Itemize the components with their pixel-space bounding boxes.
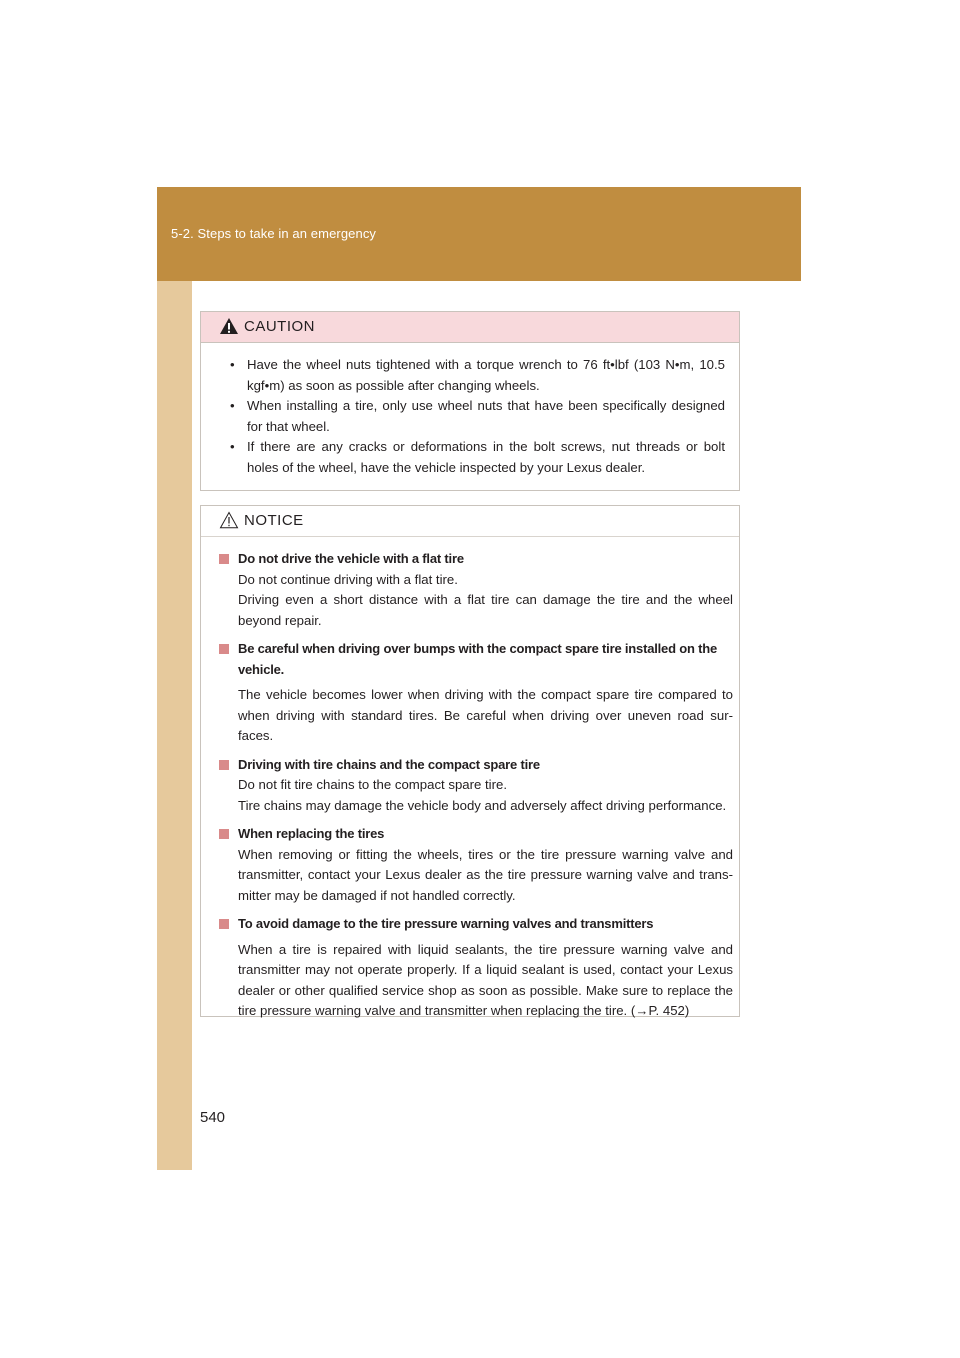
section-heading bbox=[219, 824, 733, 845]
section-heading-text: When replacing the tires bbox=[238, 826, 385, 841]
notice-section bbox=[219, 639, 733, 747]
caution-item-text: When installing a tire, only use wheel nuts that have been specifically designed for that wheel. bbox=[247, 398, 725, 434]
bullet-icon: • bbox=[230, 439, 235, 454]
notice-body bbox=[201, 537, 739, 1022]
notice-header bbox=[201, 506, 739, 537]
notice-section bbox=[219, 824, 733, 906]
section-paragraph: Do not continue driving with a flat tire. bbox=[238, 571, 458, 587]
square-bullet-icon bbox=[219, 644, 229, 654]
page-sidebar-band bbox=[157, 187, 192, 1170]
caution-item bbox=[230, 437, 725, 478]
section-heading-text: Driving with tire chains and the compact spare tire bbox=[238, 756, 540, 772]
warning-triangle-icon bbox=[219, 317, 239, 335]
caution-list bbox=[201, 343, 739, 478]
caution-header bbox=[201, 312, 739, 343]
section-paragraph: Tire chains may damage the vehicle body and adversely affect driving performance. bbox=[238, 797, 727, 813]
section-title: 5-2. Steps to take in an emergency bbox=[171, 226, 377, 241]
section-paragraph: The vehicle becomes lower when driving with the compact spare tire compared to when driving with standard tires. Be careful when driving over uneven road sur-faces. bbox=[238, 687, 733, 743]
section-paragraph: Do not fit tire chains to the compact spare tire. bbox=[238, 777, 508, 792]
section-heading bbox=[219, 639, 733, 680]
section-heading-text: To avoid damage to the tire pressure warning valves and transmitters bbox=[238, 916, 654, 931]
section-paragraph: When removing or fitting the wheels, tires or the tire pressure warning valve and transmitter, contact your Lexus dealer as the tire pressure warning valve and trans-mitter may be damaged if not handled correctly. bbox=[238, 846, 733, 903]
notice-section bbox=[219, 914, 733, 1022]
notice-box bbox=[200, 505, 740, 1017]
section-heading-text: Do not drive the vehicle with a flat tire bbox=[238, 551, 464, 566]
square-bullet-icon bbox=[219, 919, 229, 929]
notice-label: NOTICE bbox=[244, 512, 304, 529]
caution-item-text: Have the wheel nuts tightened with a torque wrench to 76 ft•lbf (103 N•m, 10.5 kgf•m) as soon as possible after changing wheels. bbox=[247, 357, 725, 393]
section-paragraph: Driving even a short distance with a flat tire can damage the tire and the wheel beyond repair. bbox=[238, 592, 733, 628]
page-number: 540 bbox=[200, 1109, 226, 1126]
notice-section bbox=[219, 549, 733, 631]
caution-item bbox=[230, 355, 725, 396]
square-bullet-icon bbox=[219, 829, 229, 839]
section-heading bbox=[219, 549, 733, 570]
caution-box bbox=[200, 311, 740, 491]
square-bullet-icon bbox=[219, 554, 229, 564]
warning-triangle-outline-icon bbox=[219, 511, 239, 529]
caution-label: CAUTION bbox=[244, 318, 315, 335]
caution-item-text: If there are any cracks or deformations in the bolt screws, nut threads or bolt holes of the wheel, have the vehicle inspected by your Lexus dealer. bbox=[247, 439, 725, 475]
square-bullet-icon bbox=[219, 760, 229, 770]
notice-section bbox=[219, 755, 733, 817]
bullet-icon: • bbox=[230, 398, 235, 413]
caution-item bbox=[230, 396, 725, 437]
section-heading bbox=[219, 755, 733, 776]
section-heading bbox=[219, 914, 733, 935]
section-heading-text: Be careful when driving over bumps with the compact spare tire installed on the vehicle. bbox=[238, 641, 718, 677]
section-paragraph: When a tire is repaired with liquid sealants, the tire pressure warning valve and transmitter may not operate properly. If a liquid sealant is used, contact your Lexus dealer or other qualified service shop as soon as possible. Make sure to replace the tire pressure warning valve and transmitter when replacing the tire. (→P. 452) bbox=[238, 941, 733, 1018]
bullet-icon: • bbox=[230, 357, 235, 372]
